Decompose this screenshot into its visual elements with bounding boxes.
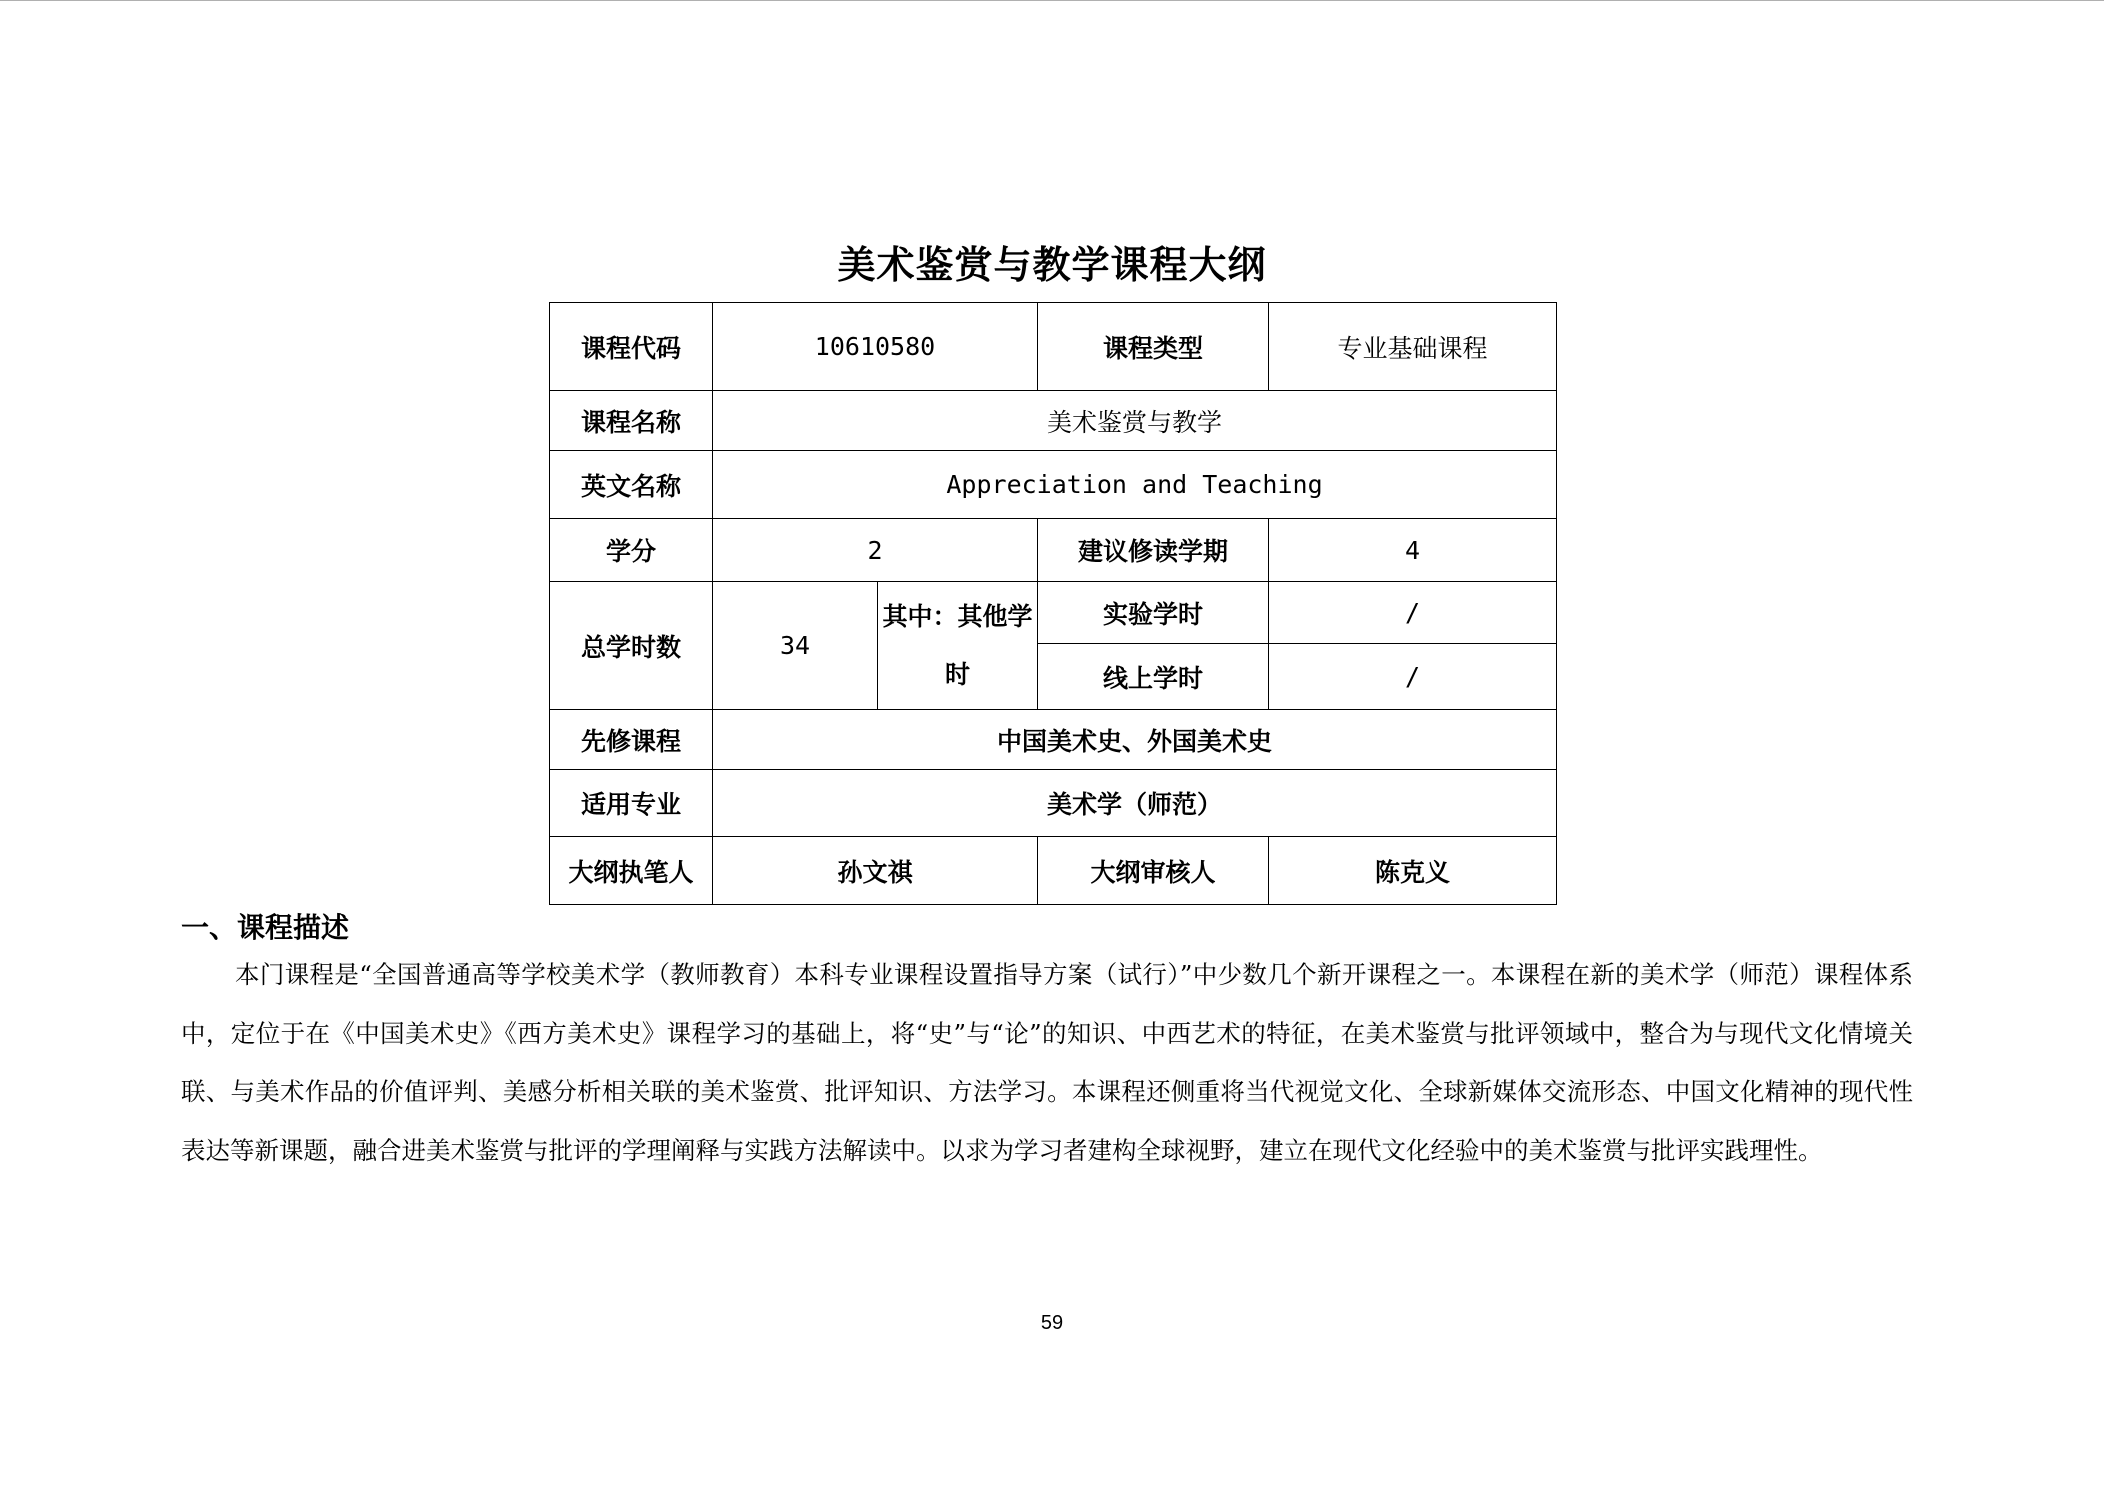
table-row	[550, 303, 1557, 391]
reviewer-label: 大纲审核人	[1038, 837, 1269, 905]
lab-hours-label: 实验学时	[1038, 582, 1269, 644]
table-row	[550, 770, 1557, 837]
table-row	[550, 391, 1557, 451]
author-value: 孙文祺	[713, 837, 1038, 905]
online-hours-label: 线上学时	[1038, 644, 1269, 710]
top-border	[0, 0, 2104, 1]
course-type-label: 课程类型	[1038, 303, 1269, 391]
course-description-paragraph: 本门课程是“全国普通高等学校美术学（教师教育）本科专业课程设置指导方案（试行）”中少数几个新开课程之一。本课程在新的美术学（师范）课程体系中，定位于在《中国美术史》《西方美术史》课程学习的基础上，将“史”与“论”的知识、中西艺术的特征，在美术鉴赏与批评领域中，整合为与现代文化情境关联、与美术作品的价值评判、美感分析相关联的美术鉴赏、批评知识、方法学习。本课程还侧重将当代视觉文化、全球新媒体交流形态、中国文化精神的现代性表达等新课题，融合进美术鉴赏与批评的学理阐释与实践方法解读中。以求为学习者建构全球视野，建立在现代文化经验中的美术鉴赏与批评实践理性。	[181, 960, 1913, 1165]
table-row	[550, 519, 1557, 582]
document-title: 美术鉴赏与教学课程大纲	[837, 243, 1267, 287]
course-type-value: 专业基础课程	[1269, 303, 1557, 391]
credits-label: 学分	[550, 519, 713, 582]
author-label: 大纲执笔人	[550, 837, 713, 905]
lab-hours-value: /	[1269, 582, 1557, 644]
prereq-label: 先修课程	[550, 710, 713, 770]
online-hours-value: /	[1269, 644, 1557, 710]
table-row	[550, 582, 1557, 644]
section-heading: 一、课程描述	[181, 911, 350, 944]
other-hours-label: 其中：其他学时	[878, 582, 1038, 710]
course-code-value: 10610580	[713, 303, 1038, 391]
semester-value: 4	[1269, 519, 1557, 582]
course-name-label: 课程名称	[550, 391, 713, 451]
prereq-value: 中国美术史、外国美术史	[713, 710, 1557, 770]
semester-label: 建议修读学期	[1038, 519, 1269, 582]
credits-value: 2	[713, 519, 1038, 582]
course-code-label: 课程代码	[550, 303, 713, 391]
course-info-table	[549, 302, 1557, 905]
reviewer-value: 陈克义	[1269, 837, 1557, 905]
table-row	[550, 451, 1557, 519]
major-value: 美术学（师范）	[713, 770, 1557, 837]
table-row	[550, 710, 1557, 770]
table-row	[550, 837, 1557, 905]
page-number: 59	[1040, 1312, 1064, 1334]
major-label: 适用专业	[550, 770, 713, 837]
total-hours-label: 总学时数	[550, 582, 713, 710]
total-hours-value: 34	[713, 582, 878, 710]
english-name-label: 英文名称	[550, 451, 713, 519]
english-name-value: Appreciation and Teaching	[713, 451, 1557, 519]
course-name-value: 美术鉴赏与教学	[713, 391, 1557, 451]
